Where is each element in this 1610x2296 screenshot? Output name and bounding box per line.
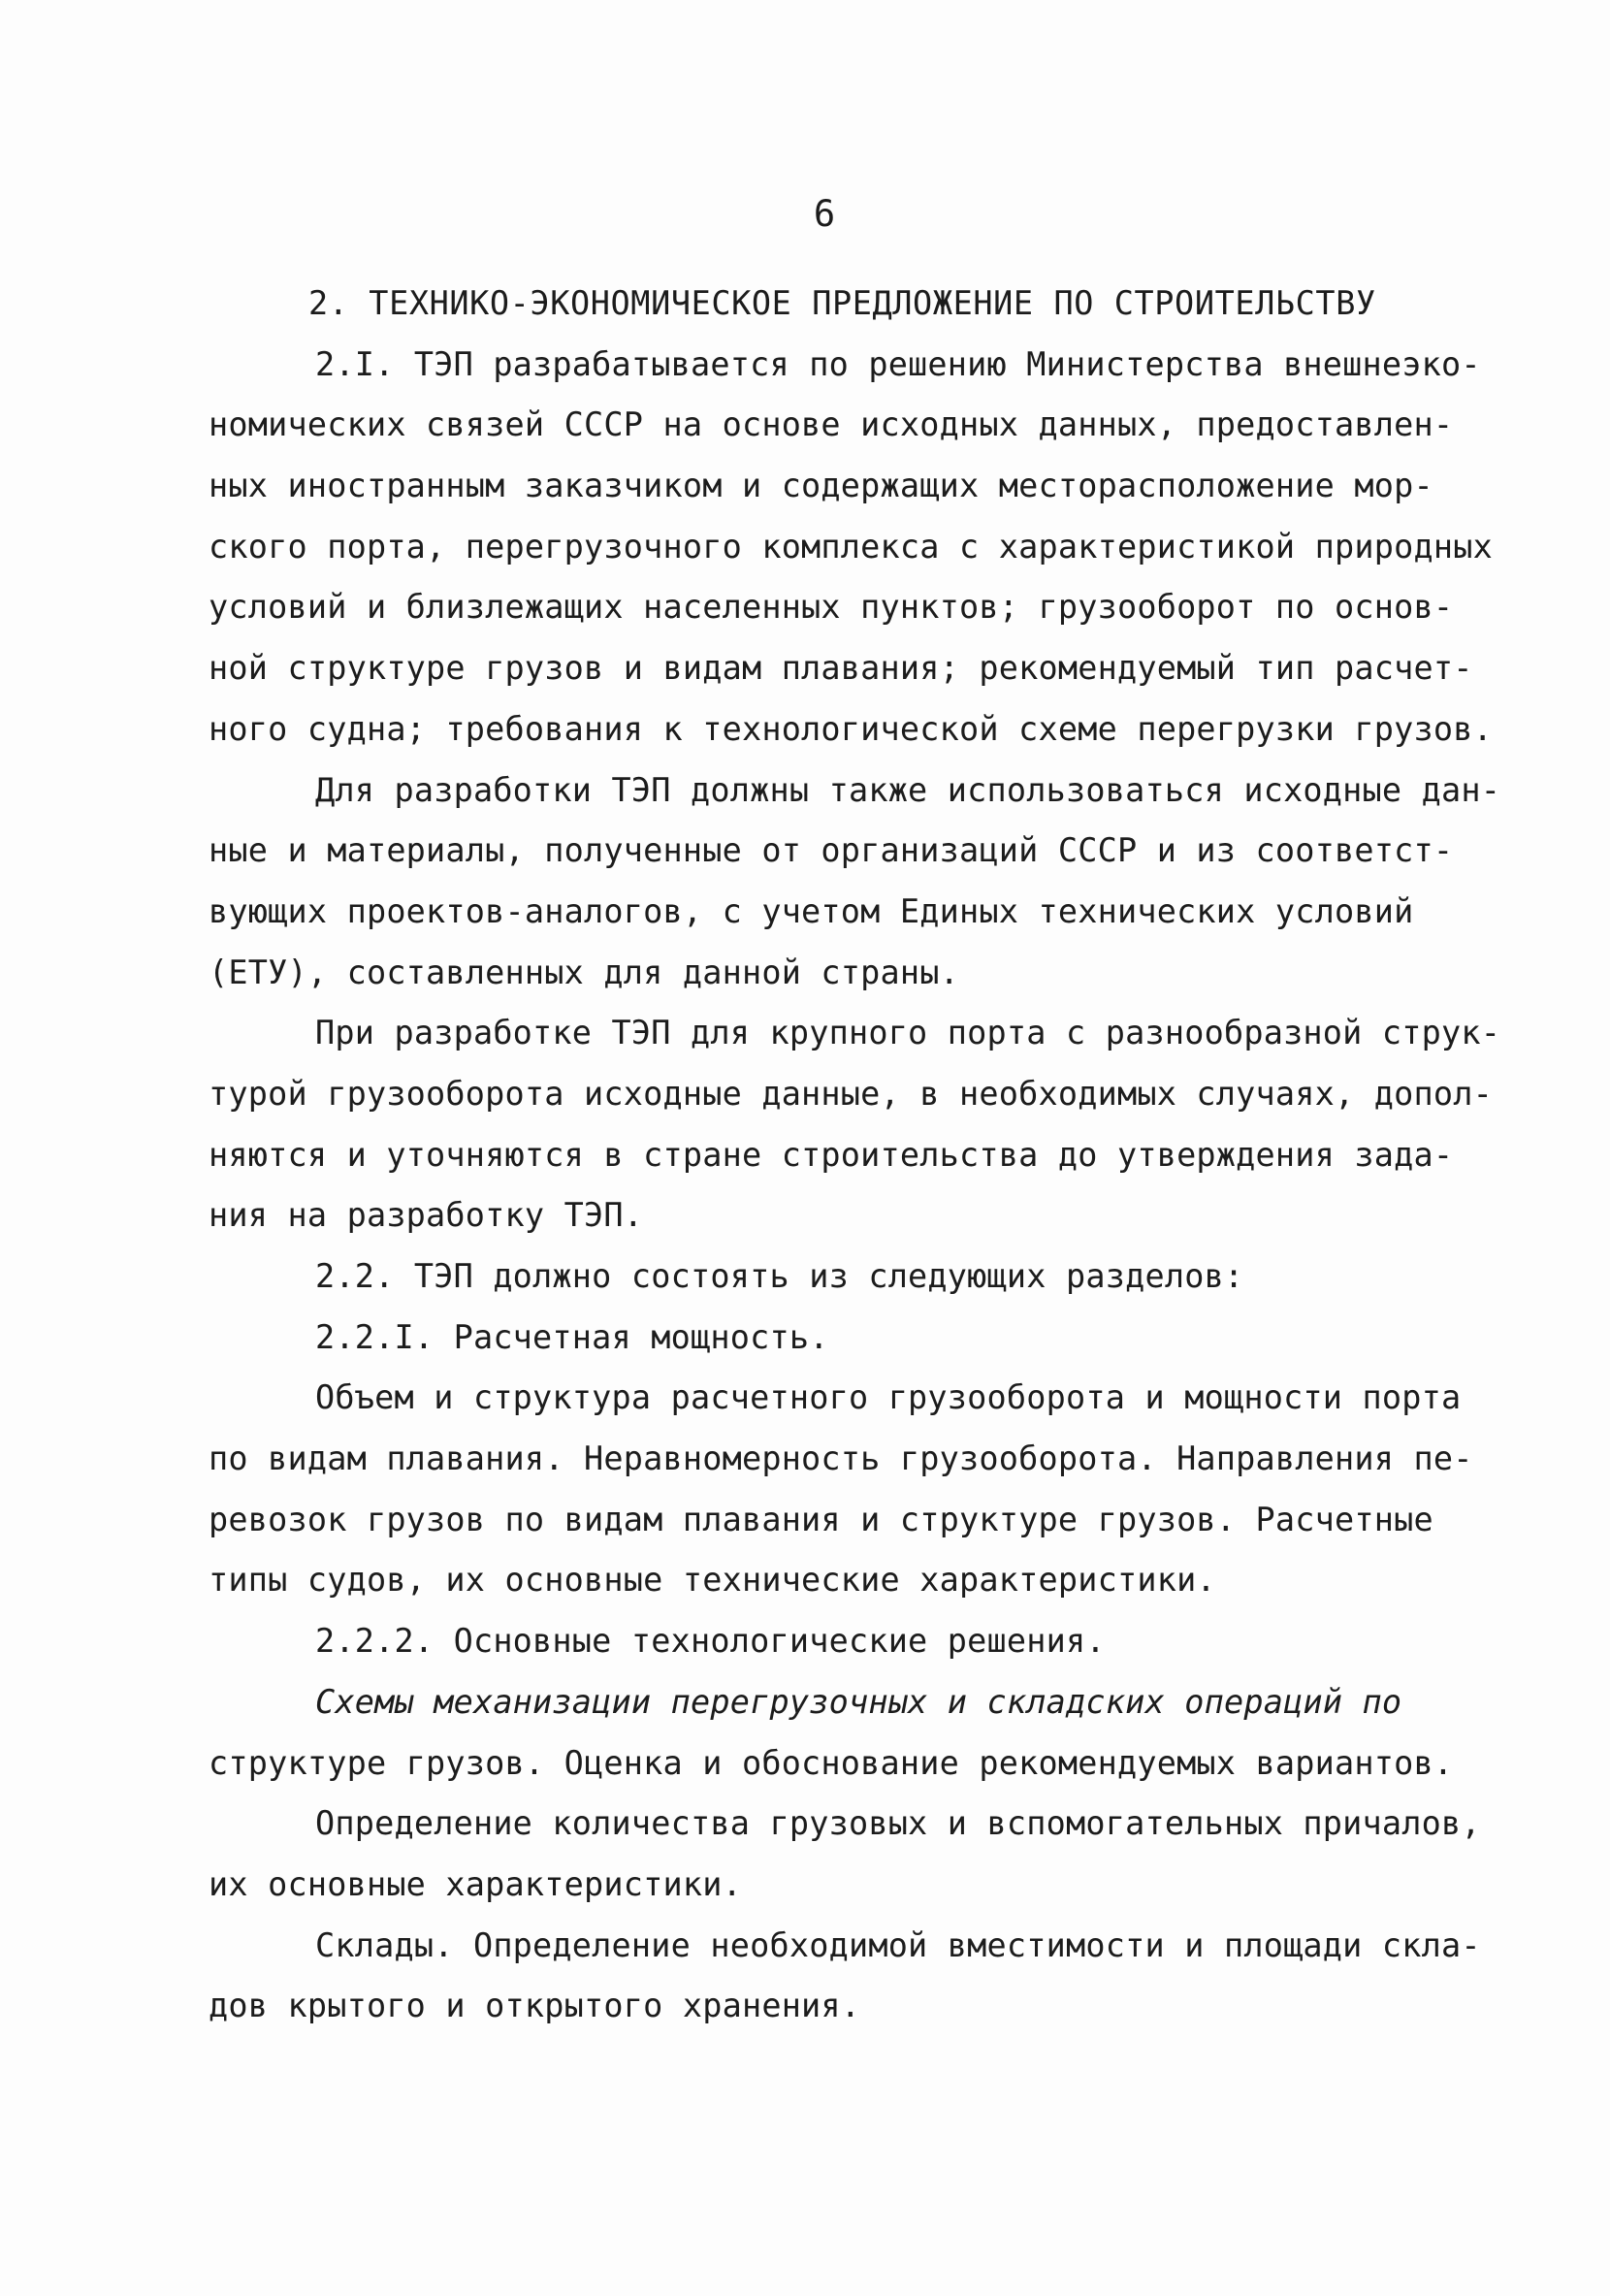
text-line: ного судна; требования к технологической схеме перегрузки грузов.: [209, 709, 1493, 748]
text-line: При разработке ТЭП для крупного порта с разнообразной струк-: [315, 1014, 1501, 1052]
text-line: 2.I. ТЭП разрабатывается по решению Министерства внешнеэко-: [315, 344, 1481, 383]
text-line: Для разработки ТЭП должны также использоваться исходные дан-: [315, 770, 1501, 809]
text-line: ского порта, перегрузочного комплекса с характеристикой природных: [209, 527, 1493, 566]
text-line: ния на разработку ТЭП.: [209, 1196, 644, 1235]
section-heading: 2. ТЕХНИКО-ЭКОНОМИЧЕСКОЕ ПРЕДЛОЖЕНИЕ ПО СТРОИТЕЛЬСТВУ: [308, 284, 1376, 322]
text-line: Определение количества грузовых и вспомогательных причалов,: [315, 1804, 1481, 1843]
text-line: дов крытого и открытого хранения.: [209, 1987, 861, 2025]
text-line: вующих проектов-аналогов, с учетом Единых технических условий: [209, 891, 1414, 930]
text-line: 2.2. ТЭП должно состоять из следующих разделов:: [315, 1257, 1244, 1295]
page-number: 6: [813, 193, 836, 235]
text-line: ных иностранным заказчиком и содержащих месторасположение мор-: [209, 467, 1433, 505]
text-line: 2.2.2. Основные технологические решения.: [315, 1622, 1106, 1661]
text-line: Объем и структура расчетного грузооборота и мощности порта: [315, 1378, 1462, 1417]
text-line: Склады. Определение необходимой вместимости и площади скла-: [315, 1925, 1481, 1964]
text-line: Схемы механизации перегрузочных и складских операций по: [315, 1682, 1402, 1721]
text-line: ной структуре грузов и видам плавания; рекомендуемый тип расчет-: [209, 649, 1473, 688]
text-line: 2.2.I. Расчетная мощность.: [315, 1317, 829, 1356]
text-line: условий и близлежащих населенных пунктов; грузооборот по основ-: [209, 588, 1454, 627]
text-line: структуре грузов. Оценка и обоснование рекомендуемых вариантов.: [209, 1743, 1454, 1782]
text-line: их основные характеристики.: [209, 1864, 742, 1903]
text-line: (ЕТУ), составленных для данной страны.: [209, 953, 960, 991]
text-line: ревозок грузов по видам плавания и структуре грузов. Расчетные: [209, 1500, 1433, 1538]
text-line: ные и материалы, полученные от организаций СССР и из соответст-: [209, 831, 1454, 870]
text-line: по видам плавания. Неравномерность грузооборота. Направления пе-: [209, 1439, 1473, 1478]
text-line: турой грузооборота исходные данные, в необходимых случаях, допол-: [209, 1074, 1493, 1113]
text-line: номических связей СССР на основе исходных данных, предоставлен-: [209, 405, 1454, 444]
text-line: няются и уточняются в стране строительства до утверждения зада-: [209, 1135, 1454, 1174]
document-body: [209, 274, 1501, 2037]
text-line: типы судов, их основные технические характеристики.: [209, 1561, 1216, 1600]
